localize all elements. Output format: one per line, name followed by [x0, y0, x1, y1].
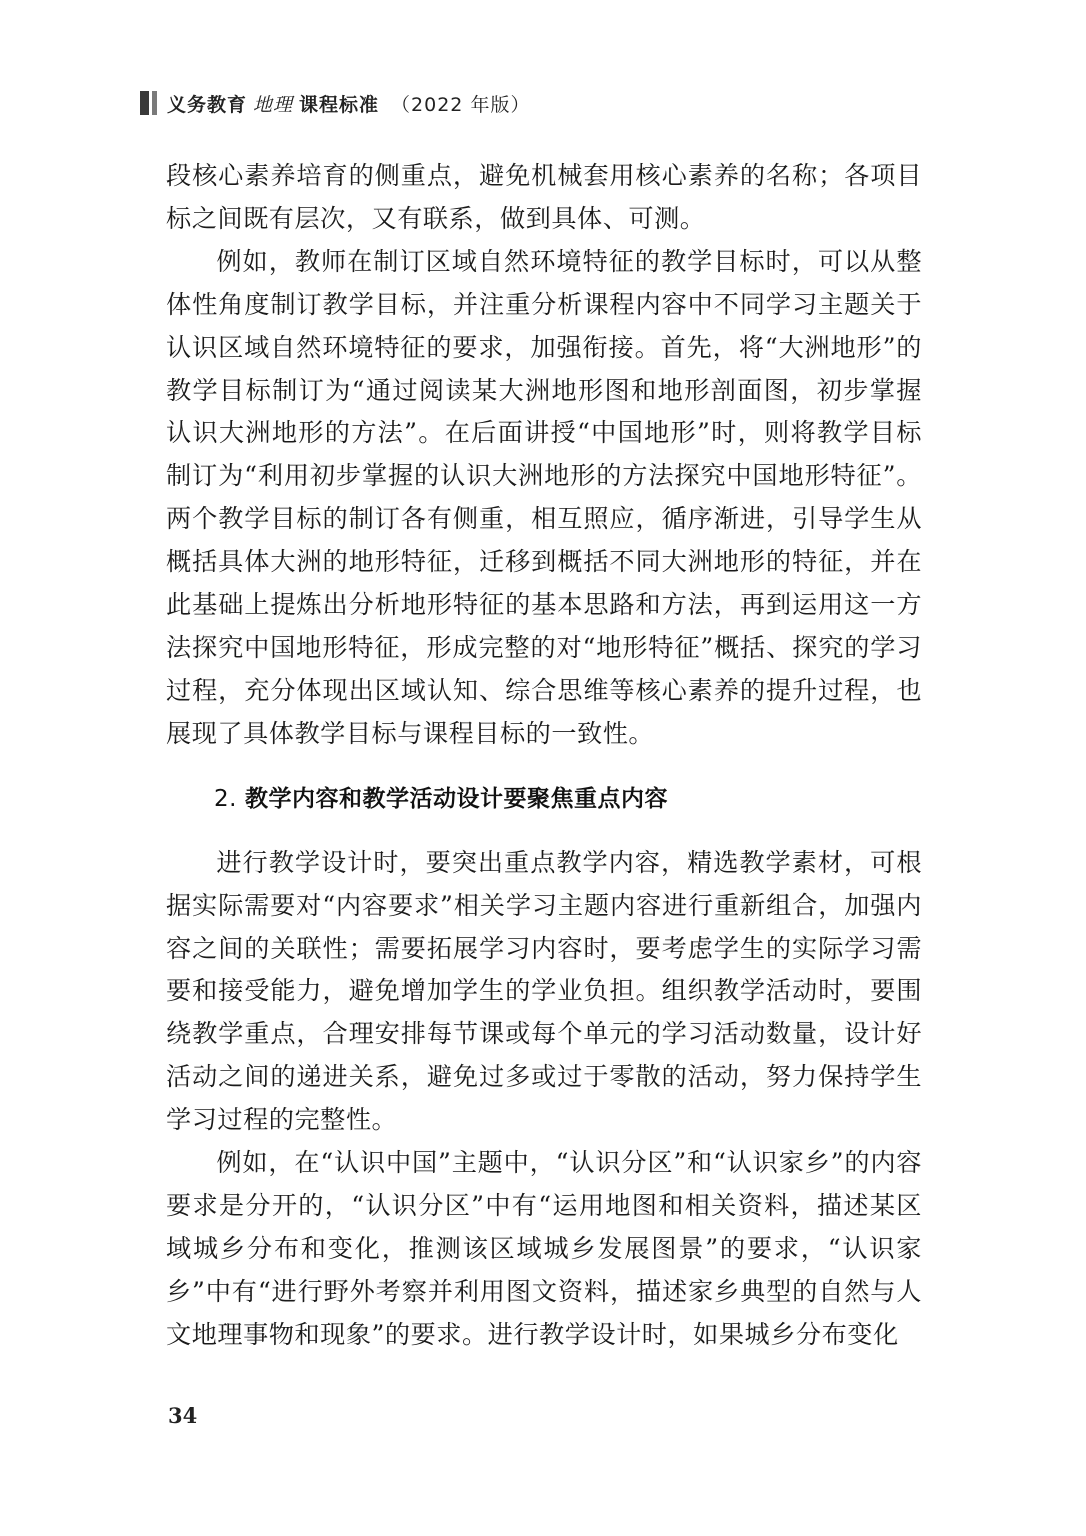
header-bars-icon — [140, 91, 157, 115]
page-body — [166, 155, 922, 1357]
book-edition: （2022 年版） — [391, 93, 531, 116]
book-title-part2: 课程标准 — [299, 93, 380, 116]
running-header — [140, 88, 530, 118]
header-bar-dark — [140, 91, 149, 115]
paragraph-example-2: 例如，在“认识中国”主题中，“认识分区”和“认识家乡”的内容要求是分开的，“认识分区”中有“运用地图和相关资料，描述某区域城乡分布和变化，推测该区域城乡发展图景”的要求，“认识家乡”中有“进行野外考察并利用图文资料，描述家乡典型的自然与人文地理事物和现象”的要求。进行教学设计时，如果城乡分布变化 — [166, 1148, 922, 1349]
header-bar-light — [152, 91, 157, 115]
section-number: 2. — [214, 785, 237, 812]
paragraph-continuation: 段核心素养培育的侧重点，避免机械套用核心素养的名称；各项目标之间既有层次，又有联系，做到具体、可测。 — [166, 161, 922, 233]
paragraph-example-1: 例如，教师在制订区域自然环境特征的教学目标时，可以从整体性角度制订教学目标，并注重分析课程内容中不同学习主题关于认识区域自然环境特征的要求，加强衔接。首先，将“大洲地形”的教学目标制订为“通过阅读某大洲地形图和地形剖面图，初步掌握认识大洲地形的方法”。在后面讲授“中国地形”时，则将教学目标制订为“利用初步掌握的认识大洲地形的方法探究中国地形特征”。两个教学目标的制订各有侧重，相互照应，循序渐进，引导学生从概括具体大洲的地形特征，迁移到概括不同大洲地形的特征，并在此基础上提炼出分析地形特征的基本思路和方法，再到运用这一方法探究中国地形特征，形成完整的对“地形特征”概括、探究的学习过程，充分体现出区域认知、综合思维等核心素养的提升过程，也展现了具体教学目标与课程目标的一致性。 — [166, 246, 922, 748]
section-title: 教学内容和教学活动设计要聚焦重点内容 — [244, 785, 668, 812]
paragraph-design: 进行教学设计时，要突出重点教学内容，精选教学素材，可根据实际需要对“内容要求”相关学习主题内容进行重新组合，加强内容之间的关联性；需要拓展学习内容时，要考虑学生的实际学习需要和接受能力，避免增加学生的学业负担。组织教学活动时，要围绕教学重点，合理安排每节课或每个单元的学习活动数量，设计好活动之间的递进关系，避免过多或过于零散的活动，努力保持学生学习过程的完整性。 — [166, 847, 922, 1135]
book-title-subject: 地理 — [253, 93, 294, 116]
book-title — [167, 90, 530, 117]
section-heading — [166, 769, 922, 829]
book-title-part1: 义务教育 — [167, 93, 248, 116]
page-number: 34 — [168, 1403, 198, 1428]
